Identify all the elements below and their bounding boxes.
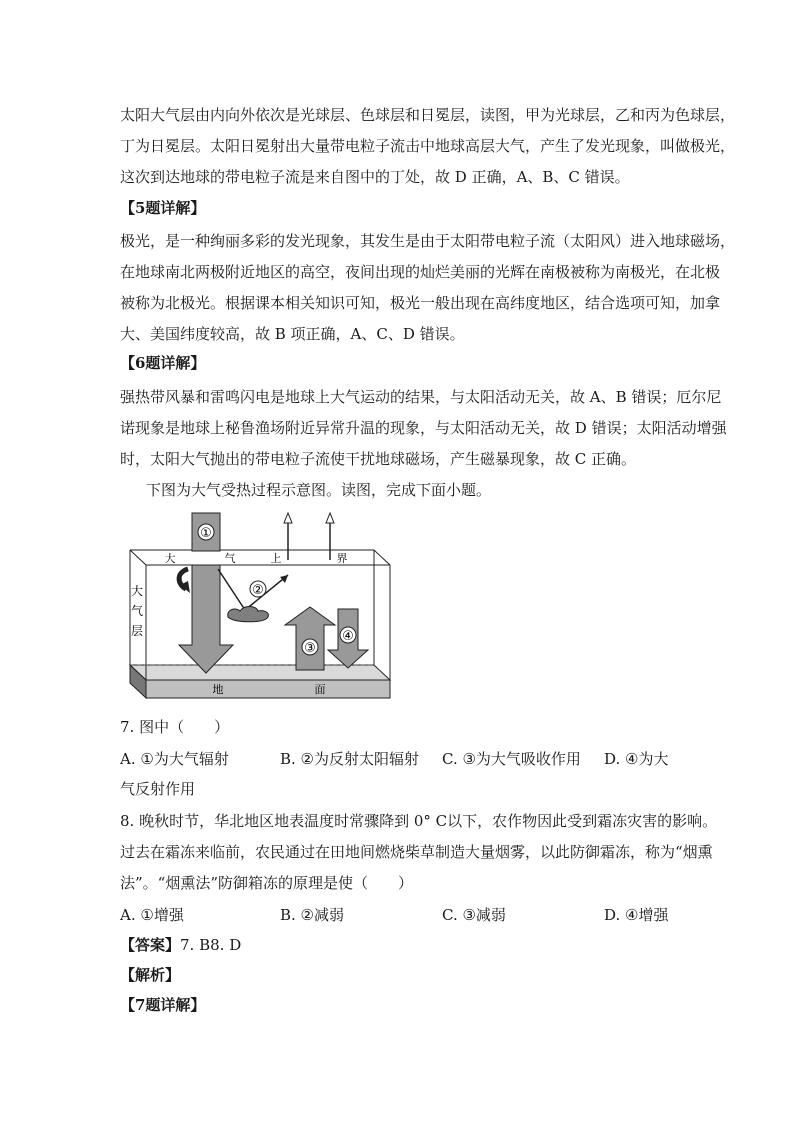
text-line: 极光，是一种绚丽多彩的发光现象，其发生是由于太阳带电粒子流（太阳风）进入地球磁场，: [120, 232, 736, 250]
box-top-right-edge: [374, 550, 390, 565]
label-1: ①: [200, 526, 212, 541]
answer-tag: 【答案】: [120, 936, 181, 954]
label-2: ②: [252, 583, 264, 598]
option-b: B. ②为反射太阳辐射: [280, 750, 420, 768]
paragraph-aurora: [120, 226, 736, 350]
paragraph-solar-activity: [120, 382, 727, 475]
text-line: 在地球南北两极附近地区的高空，夜间出现的灿烂美丽的光辉在南极被称为南极光，在北极: [120, 263, 721, 281]
option-c: C. ③减弱: [442, 906, 506, 924]
atmospheric-heating-diagram: [120, 505, 400, 705]
ground-slab-front: [146, 680, 390, 698]
text-line: 大、美国纬度较高，故 B 项正确，A、C、D 错误。: [120, 325, 465, 343]
text-line: 过去在霜冻来临前，农民通过在田地间燃烧柴草制造大量烟雾，以此防御霜冻，称为“烟熏: [120, 843, 713, 861]
text-line: 8. 晚秋时节，华北地区地表温度时常骤降到 0° C以下，农作物因此受到霜冻灾害的影响。: [120, 812, 718, 830]
side-label-2: 气: [130, 604, 144, 618]
text-line: 法”。“烟熏法”防御箱冻的原理是使（ ）: [120, 874, 414, 892]
ground-label-2: 面: [314, 683, 326, 696]
side-label-3: 层: [130, 624, 144, 638]
option-d: D. ④增强: [604, 906, 669, 924]
box-top-left-edge: [130, 550, 146, 565]
heading-q7-explanation: 【7题详解】: [120, 996, 206, 1014]
reflection-arrowhead: [280, 575, 288, 583]
ground-slab-top: [130, 665, 390, 680]
text-line: 强热带风暴和雷鸣闪电是地球上大气运动的结果，与太阳活动无关，故 A、B 错误；厄尔尼: [120, 388, 722, 406]
option-a: A. ①为大气辐射: [120, 750, 229, 768]
up-arrowhead-1: [284, 513, 292, 523]
paragraph-solar-atmosphere: [120, 100, 736, 193]
side-label-1: 大: [130, 584, 144, 598]
text-line: 太阳大气层由内向外依次是光球层、色球层和日冕层，读图，甲为光球层，乙和丙为色球层，: [120, 106, 736, 124]
heading-q5-explanation: 【5题详解】: [120, 199, 206, 217]
top-label-1: 大: [164, 552, 176, 565]
top-label-3: 上: [270, 552, 282, 565]
diagram-intro: 下图为大气受热过程示意图。读图，完成下面小题。: [146, 481, 492, 499]
label-4: ④: [342, 629, 354, 644]
option-c: C. ③为大气吸收作用: [442, 750, 581, 768]
option-d: D. ④为大: [604, 750, 669, 768]
option-a: A. ①增强: [120, 906, 184, 924]
answer-text: 7. B8. D: [180, 936, 242, 954]
answer-line: [120, 934, 241, 955]
option-b: B. ②减弱: [280, 906, 345, 924]
up-arrowhead-2: [326, 513, 334, 523]
reflection-line-in: [218, 569, 245, 610]
question-7-options: [120, 748, 680, 770]
top-label-4: 界: [336, 552, 348, 565]
ground-label-1: 地: [212, 683, 224, 696]
top-label-2: 气: [224, 552, 236, 565]
cloud-icon: [228, 607, 269, 622]
text-line: 诺现象是地球上秘鲁渔场附近异常升温的现象，与太阳活动无关，故 D 错误；太阳活动增强: [120, 419, 727, 437]
question-8-options: [120, 904, 680, 926]
text-line: 时，太阳大气抛出的带电粒子流使干扰地球磁场，产生磁暴现象，故 C 正确。: [120, 450, 637, 468]
question-8-stem: [120, 806, 718, 899]
label-3: ③: [304, 641, 316, 656]
option-d-continuation: 气反射作用: [120, 780, 196, 798]
text-line: 丁为日冕层。太阳日冕射出大量带电粒子流击中地球高层大气，产生了发光现象，叫做极光，: [120, 137, 736, 155]
analysis-heading: 【解析】: [120, 966, 181, 984]
solar-radiation-arrow: [179, 565, 233, 673]
heading-q6-explanation: 【6题详解】: [120, 354, 206, 372]
text-line: 这次到达地球的带电粒子流是来自图中的丁处，故 D 正确，A、B、C 错误。: [120, 168, 630, 186]
question-7-stem: 7. 图中（ ）: [120, 718, 230, 736]
text-line: 被称为北极光。根据课本相关知识可知，极光一般出现在高纬度地区，结合选项可知，加拿: [120, 294, 721, 312]
